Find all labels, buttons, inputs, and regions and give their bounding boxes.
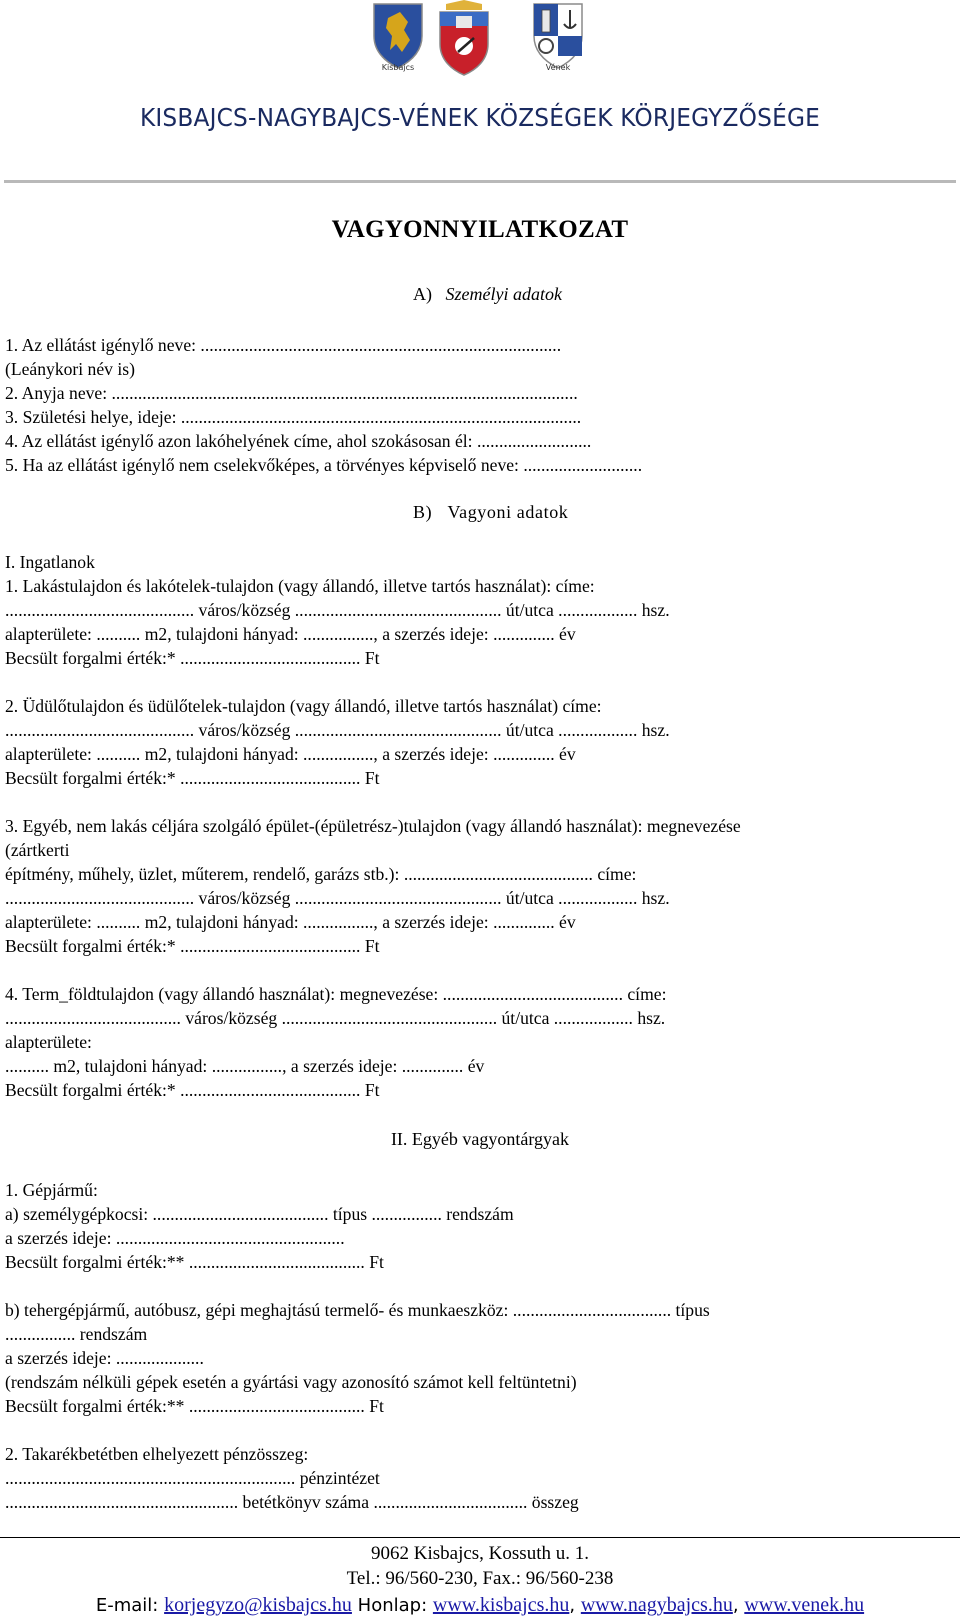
item3-line: alapterülete: .......... m2, tulajdoni hányad: ................, a szerzés ideje: .............. év [5, 912, 576, 932]
realestate-heading: I. Ingatlanok [5, 552, 95, 572]
kisbajcs-crest-icon [370, 0, 426, 70]
item3-line: ........................................... város/község ............................................... út/utca .................. hsz. [5, 888, 670, 908]
venek-crest-icon [530, 0, 586, 70]
office-title: KISBAJCS-NAGYBAJCS-VÉNEK KÖZSÉGEK KÖRJEGYZŐSÉGE [139, 103, 821, 132]
email-label: E-mail: [95, 1595, 159, 1616]
vehicle-b-line: b) tehergépjármű, autóbusz, gépi meghajtású termelő- és munkaeszköz: .................................... típus [5, 1300, 710, 1320]
item3-line: 3. Egyéb, nem lakás céljára szolgáló épület-(épületrész-)tulajdon (vagy állandó használat): megnevezése [5, 816, 741, 836]
item4-line: .......... m2, tulajdoni hányad: ................, a szerzés ideje: .............. év [5, 1056, 485, 1076]
item2-line: Becsült forgalmi érték:* ......................................... Ft [5, 768, 380, 788]
web-link-kisbajcs[interactable]: www.kisbajcs.hu [432, 1594, 570, 1616]
vehicle-a-line: a) személygépkocsi: ........................................ típus ................ rendszám [5, 1204, 514, 1224]
item4-line: 4. Term_földtulajdon (vagy állandó használat): megnevezése: ......................................... címe: [5, 984, 667, 1004]
personal-line: (Leánykori név is) [5, 359, 135, 379]
section-b-heading [413, 502, 568, 523]
personal-line: 4. Az ellátást igénylő azon lakóhelyének címe, ahol szokásosan él: .......................... [5, 431, 592, 451]
vehicle-a-line: Becsült forgalmi érték:** ........................................ Ft [5, 1252, 384, 1272]
section-a-heading [413, 284, 562, 305]
item4-line: Becsült forgalmi érték:* ......................................... Ft [5, 1080, 380, 1100]
item1-line: Becsült forgalmi érték:* ......................................... Ft [5, 648, 380, 668]
email-link[interactable]: korjegyzo@kisbajcs.hu [164, 1594, 352, 1616]
footer-contact [0, 1594, 960, 1617]
section-b-number: B) [413, 502, 433, 522]
vehicle-b-line: ................ rendszám [5, 1324, 148, 1344]
other-assets-heading: II. Egyéb vagyontárgyak [390, 1129, 570, 1149]
vehicle-a-line: 1. Gépjármű: [5, 1180, 98, 1200]
crest-label-venek: Vének [545, 63, 571, 72]
personal-line: 1. Az ellátást igénylő neve: .................................................................................. [5, 335, 562, 355]
crest-label-kisbajcs: Kisbajcs [381, 63, 415, 72]
document-title: VAGYONNYILATKOZAT [331, 216, 629, 243]
footer-address: 9062 Kisbajcs, Kossuth u. 1. [371, 1543, 589, 1564]
vehicle-a-line: a szerzés ideje: .................................................... [5, 1228, 345, 1248]
item1-line: alapterülete: .......... m2, tulajdoni hányad: ................, a szerzés ideje: .............. év [5, 624, 576, 644]
savings-line: .................................................................. pénzintézet [5, 1468, 380, 1488]
item3-line: (zártkerti [5, 840, 70, 860]
section-b-title: Vagyoni adatok [447, 502, 569, 522]
vehicle-b-line: Becsült forgalmi érték:** ........................................ Ft [5, 1396, 384, 1416]
vehicle-b-line: (rendszám nélküli gépek esetén a gyártási vagy azonosító számot kell feltüntetni) [5, 1372, 577, 1392]
web-link-nagybajcs[interactable]: www.nagybajcs.hu [580, 1594, 733, 1616]
personal-line: 3. Születési helye, ideje: ........................................................................................... [5, 407, 582, 427]
savings-line: 2. Takarékbetétben elhelyezett pénzösszeg: [5, 1444, 309, 1464]
crests [370, 0, 610, 82]
item2-line: alapterülete: .......... m2, tulajdoni hányad: ................, a szerzés ideje: .............. év [5, 744, 576, 764]
item3-line: építmény, műhely, üzlet, műterem, rendelő, garázs stb.): ........................................... címe: [5, 864, 637, 884]
item4-line: ........................................ város/község ................................................. út/utca .................. hsz. [5, 1008, 666, 1028]
item2-line: ........................................... város/község ............................................... út/utca .................. hsz. [5, 720, 670, 740]
link-separator: , [732, 1595, 739, 1616]
item2-line: 2. Üdülőtulajdon és üdülőtelek-tulajdon (vagy állandó, illetve tartós használat) címe: [5, 696, 602, 716]
item4-line: alapterülete: [5, 1032, 92, 1052]
web-link-venek[interactable]: www.venek.hu [744, 1594, 865, 1616]
item1-line: 1. Lakástulajdon és lakótelek-tulajdon (vagy állandó, illetve tartós használat): címe: [5, 576, 595, 596]
personal-line: 2. Anyja neve: .......................................................................................................... [5, 383, 578, 403]
item3-line: Becsült forgalmi érték:* ......................................... Ft [5, 936, 380, 956]
section-a-title: Személyi adatok [445, 284, 562, 304]
nagybajcs-crest-icon [436, 0, 492, 76]
vehicle-b-line: a szerzés ideje: .................... [5, 1348, 204, 1368]
footer-phone: Tel.: 96/560-230, Fax.: 96/560-238 [346, 1568, 614, 1589]
savings-line: ..................................................... betétkönyv száma ................................... összeg [5, 1492, 579, 1512]
item1-line: ........................................... város/község ............................................... út/utca .................. hsz. [5, 600, 670, 620]
personal-line: 5. Ha az ellátást igénylő nem cselekvőképes, a törvényes képviselő neve: ........................... [5, 455, 643, 475]
header-divider [4, 180, 956, 183]
link-separator: , [569, 1595, 576, 1616]
section-a-number: A) [413, 284, 432, 304]
web-label: Honlap: [357, 1595, 428, 1616]
footer-divider [0, 1537, 960, 1538]
